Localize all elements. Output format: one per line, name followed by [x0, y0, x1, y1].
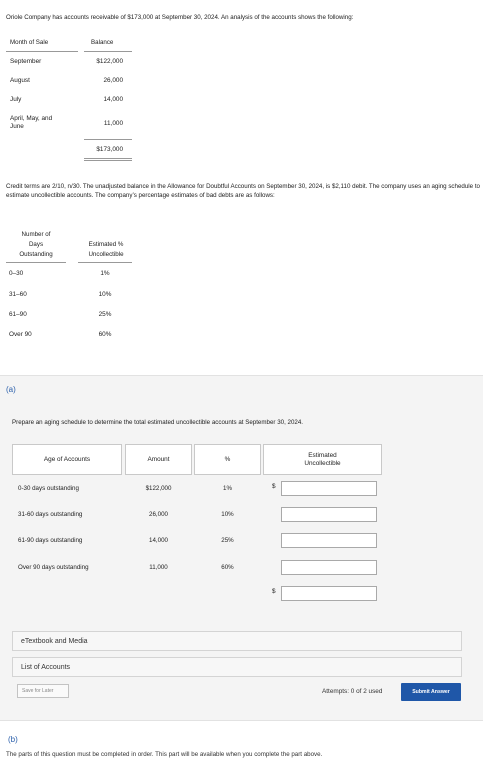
age-row-label: 31-60 days outstanding	[18, 511, 83, 518]
balance-cell: $122,000	[96, 58, 123, 65]
pct-cell: 25%	[221, 537, 234, 544]
submit-answer-button[interactable]: Submit Answer	[401, 683, 461, 701]
balance-header: Balance	[91, 39, 114, 46]
save-for-later-button[interactable]: Save for Later	[17, 684, 69, 698]
age-row-label: 61-90 days outstanding	[18, 537, 83, 544]
pct-cell: 60%	[98, 331, 112, 338]
days-outstanding-header: Number of Days Outstanding	[19, 231, 53, 258]
month-cell: August	[10, 77, 30, 84]
list-of-accounts-link[interactable]: List of Accounts	[12, 657, 462, 677]
balance-cell: 26,000	[103, 77, 123, 84]
age-row-label: Over 90 days outstanding	[18, 564, 89, 571]
double-underline	[84, 158, 132, 161]
amount-cell: 11,000	[149, 564, 168, 571]
amount-cell: 26,000	[149, 511, 168, 518]
estimated-uncollectible-col-header: Estimated Uncollectible	[263, 444, 382, 475]
attempts-counter: Attempts: 0 of 2 used	[322, 688, 383, 695]
header-divider	[6, 51, 78, 52]
sum-line	[84, 139, 132, 140]
balance-cell: 11,000	[103, 120, 123, 127]
age-of-accounts-header: Age of Accounts	[12, 444, 122, 475]
amount-cell: 14,000	[149, 537, 168, 544]
header-divider	[78, 262, 132, 263]
header-divider	[84, 51, 132, 52]
pct-cell: 25%	[98, 311, 112, 318]
month-cell: June	[10, 123, 24, 130]
month-cell: September	[10, 58, 42, 65]
dollar-sign: $	[272, 588, 276, 595]
days-cell: 61–90	[9, 311, 27, 318]
etextbook-media-link[interactable]: eTextbook and Media	[12, 631, 462, 651]
header-divider	[6, 262, 66, 263]
amount-cell: $122,000	[145, 485, 172, 492]
days-cell: Over 90	[9, 331, 32, 338]
problem-intro: Oriole Company has accounts receivable of $173,000 at September 30, 2024. An analysis of the accounts shows the following:	[6, 14, 354, 21]
pct-cell: 1%	[223, 485, 232, 492]
part-b-label: (b)	[8, 735, 18, 744]
month-of-sale-header: Month of Sale	[10, 39, 49, 46]
estimated-uncollectible-input-31-60[interactable]	[281, 507, 377, 522]
part-a-label: (a)	[6, 385, 16, 394]
estimated-uncollectible-total-input[interactable]	[281, 586, 377, 601]
balance-total: $173,000	[96, 146, 123, 153]
month-cell: July	[10, 96, 22, 103]
estimated-uncollectible-input-61-90[interactable]	[281, 533, 377, 548]
estimated-uncollectible-header: Estimated % Uncollectible	[88, 241, 124, 258]
month-cell: April, May, and	[10, 115, 53, 122]
estimated-uncollectible-input-0-30[interactable]	[281, 481, 377, 496]
part-a-instruction: Prepare an aging schedule to determine the total estimated uncollectible accounts at September 30, 2024.	[12, 419, 303, 426]
pct-cell: 10%	[98, 291, 112, 298]
dollar-sign: $	[272, 483, 276, 490]
amount-header: Amount	[125, 444, 192, 475]
pct-cell: 10%	[221, 511, 234, 518]
estimated-uncollectible-input-over-90[interactable]	[281, 560, 377, 575]
percent-header: %	[194, 444, 261, 475]
days-cell: 0–30	[9, 270, 24, 277]
credit-terms-text: Credit terms are 2/10, n/30. The unadjusted balance in the Allowance for Doubtful Accounts on September 30, 2024, is $2,110 debit. The company uses an aging schedule to estimate uncollectible accounts. The company’s percentage estimates of bad debts are as follows:	[6, 183, 480, 199]
part-b-note: The parts of this question must be completed in order. This part will be available when you complete the part above.	[6, 751, 323, 758]
days-cell: 31–60	[9, 291, 27, 298]
pct-cell: 60%	[221, 564, 234, 571]
pct-cell: 1%	[100, 270, 110, 277]
balance-cell: 14,000	[103, 96, 123, 103]
age-row-label: 0-30 days outstanding	[18, 485, 79, 492]
